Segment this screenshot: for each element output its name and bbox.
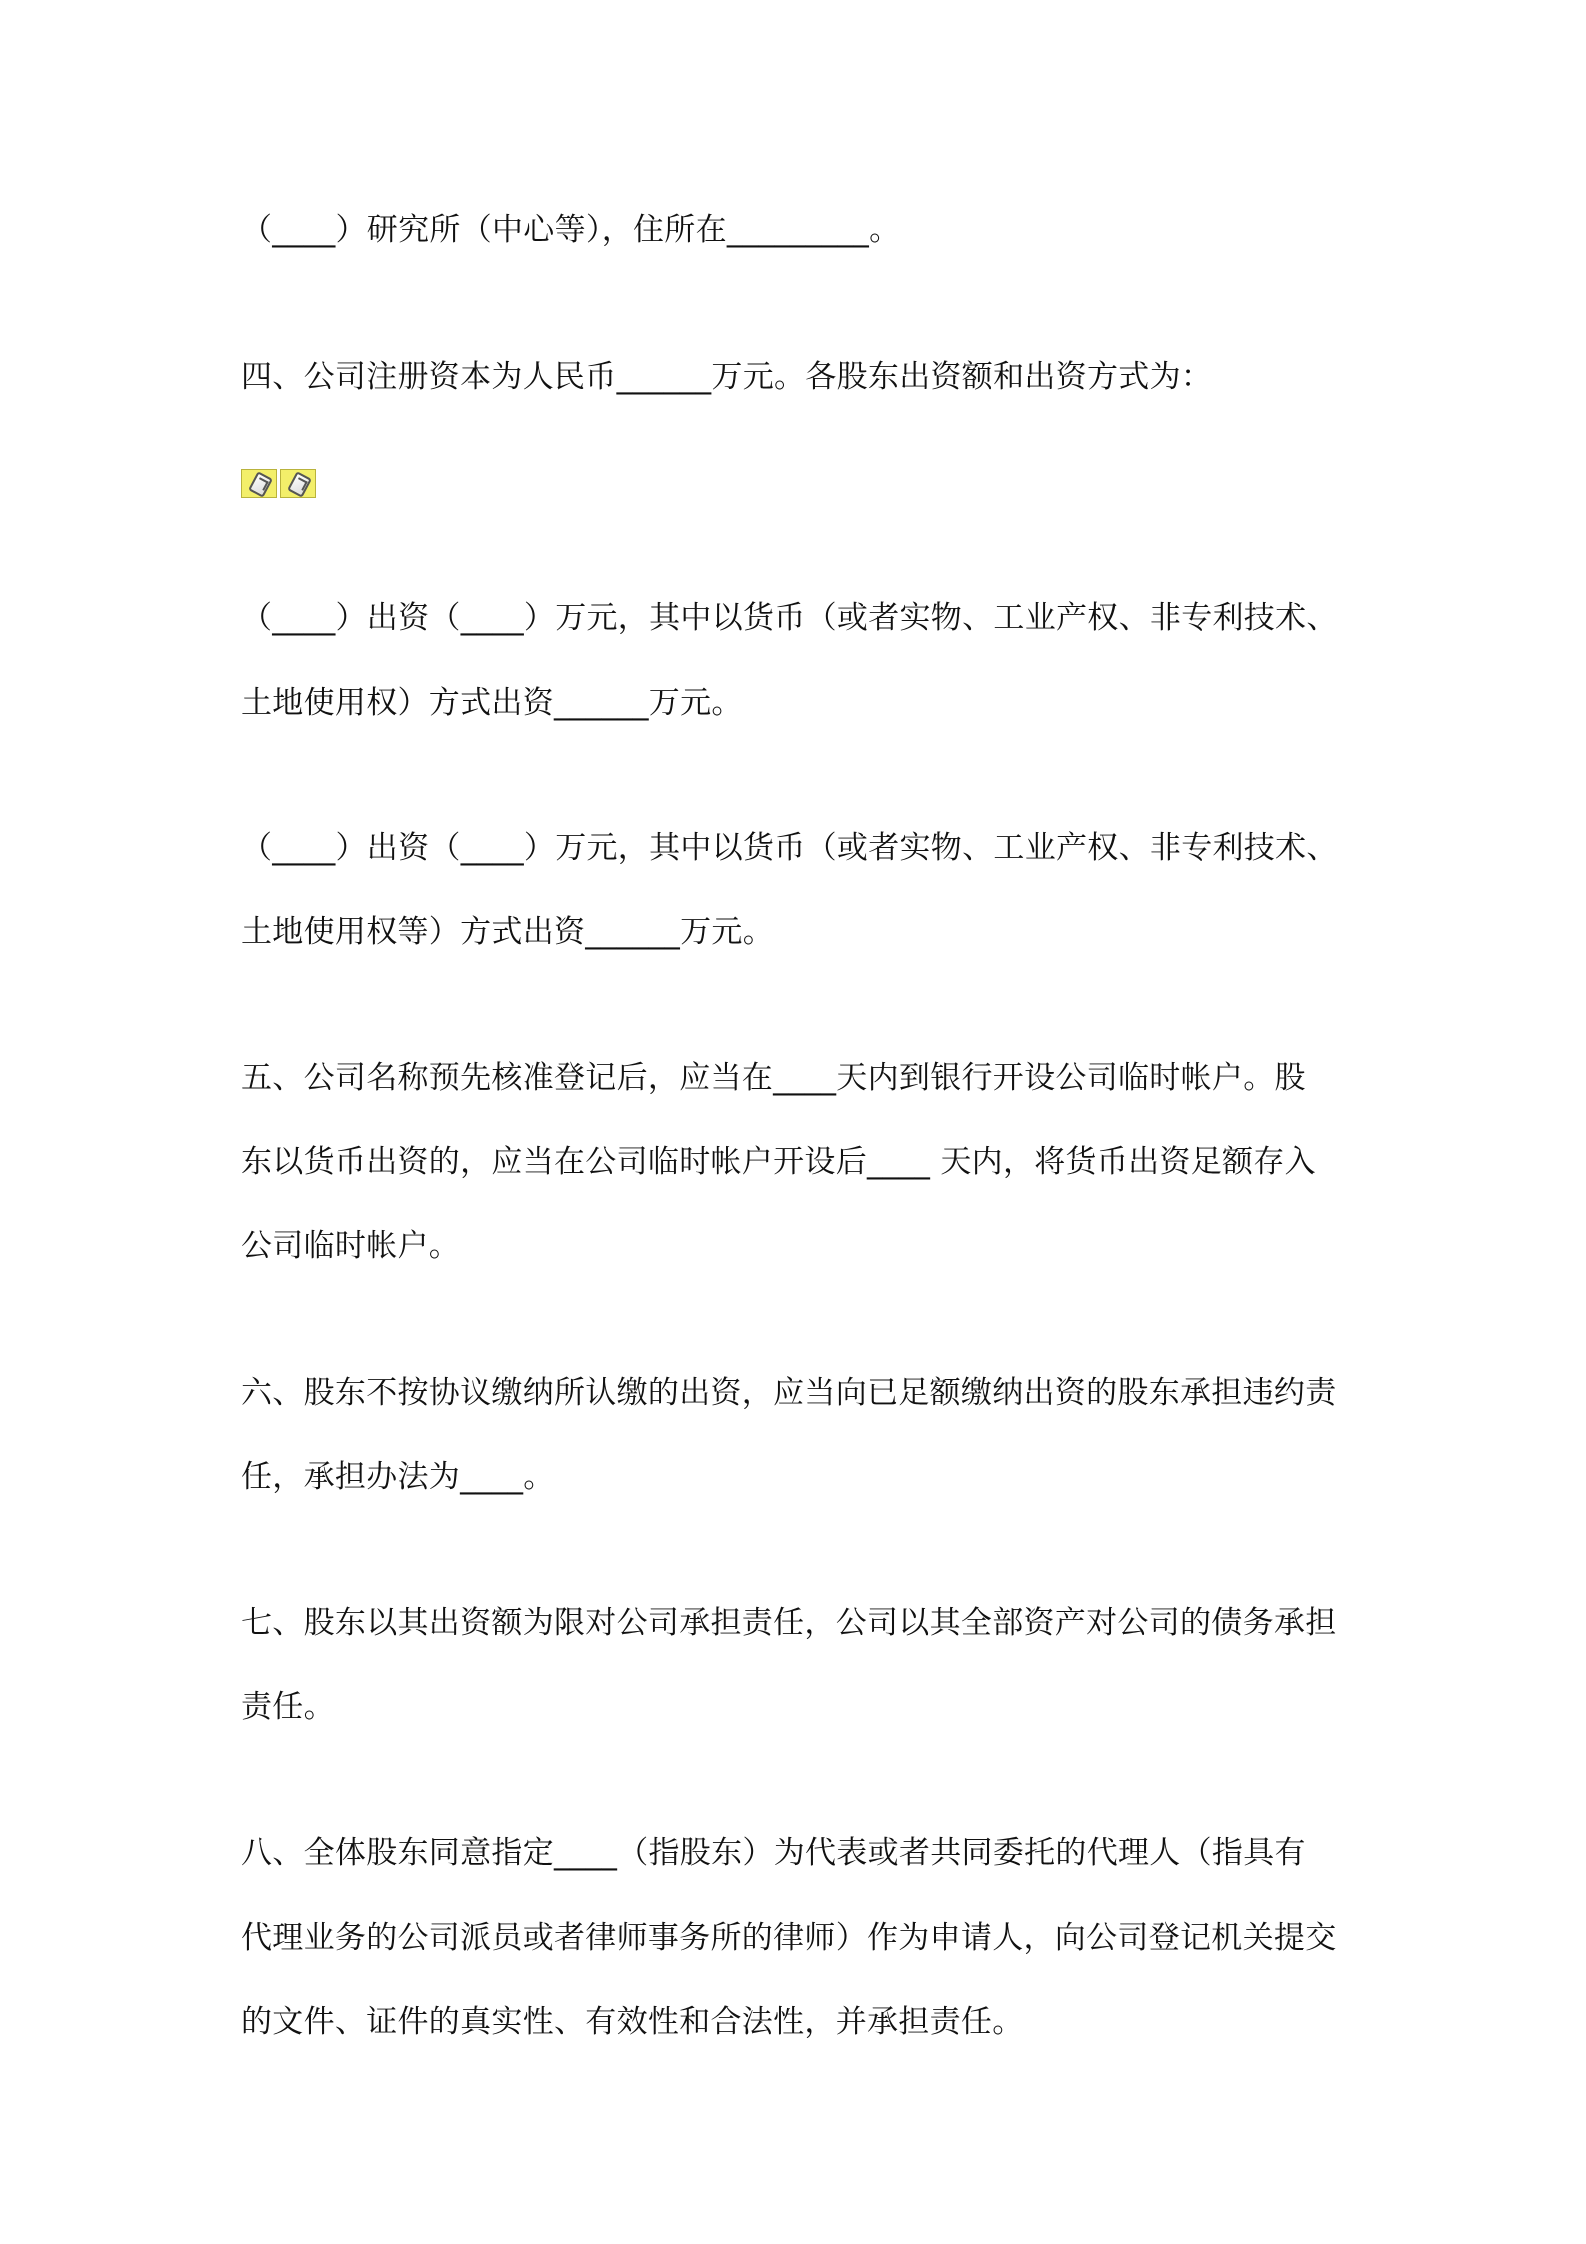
document-line-15: 代理业务的公司派员或者律师事务所的律师）作为申请人，向公司登记机关提交 [241,1920,1337,1956]
document-line-13: 责任。 [241,1689,335,1725]
document-line-10: 六、股东不按协议缴纳所认缴的出资，应当向已足额缴纳出资的股东承担违约责 [241,1375,1337,1411]
document-line-9: 公司临时帐户。 [241,1228,461,1264]
document-line-7: 五、公司名称预先核准登记后，应当在____天内到银行开设公司临时帐户。股 [241,1060,1306,1096]
form-field-icons [241,469,316,498]
document-line-11: 任，承担办法为____。 [241,1459,555,1495]
document-line-3: （____）出资（____）万元，其中以货币（或者实物、工业产权、非专利技术、 [241,600,1338,636]
form-field-icon[interactable] [280,469,316,498]
document-line-12: 七、股东以其出资额为限对公司承担责任，公司以其全部资产对公司的债务承担 [241,1605,1337,1641]
document-line-1: （____）研究所（中心等），住所在_________。 [241,212,901,248]
document-line-5: （____）出资（____）万元，其中以货币（或者实物、工业产权、非专利技术、 [241,830,1338,866]
document-line-16: 的文件、证件的真实性、有效性和合法性，并承担责任。 [241,2004,1024,2040]
document-line-2: 四、公司注册资本为人民币______万元。各股东出资额和出资方式为： [241,359,1213,395]
document-line-6: 土地使用权等）方式出资______万元。 [241,914,774,950]
document-line-4: 土地使用权）方式出资______万元。 [241,685,743,721]
document-line-8: 东以货币出资的，应当在公司临时帐户开设后____ 天内，将货币出资足额存入 [241,1144,1316,1180]
form-field-icon[interactable] [241,469,277,498]
document-line-14: 八、全体股东同意指定____（指股东）为代表或者共同委托的代理人（指具有 [241,1835,1306,1871]
